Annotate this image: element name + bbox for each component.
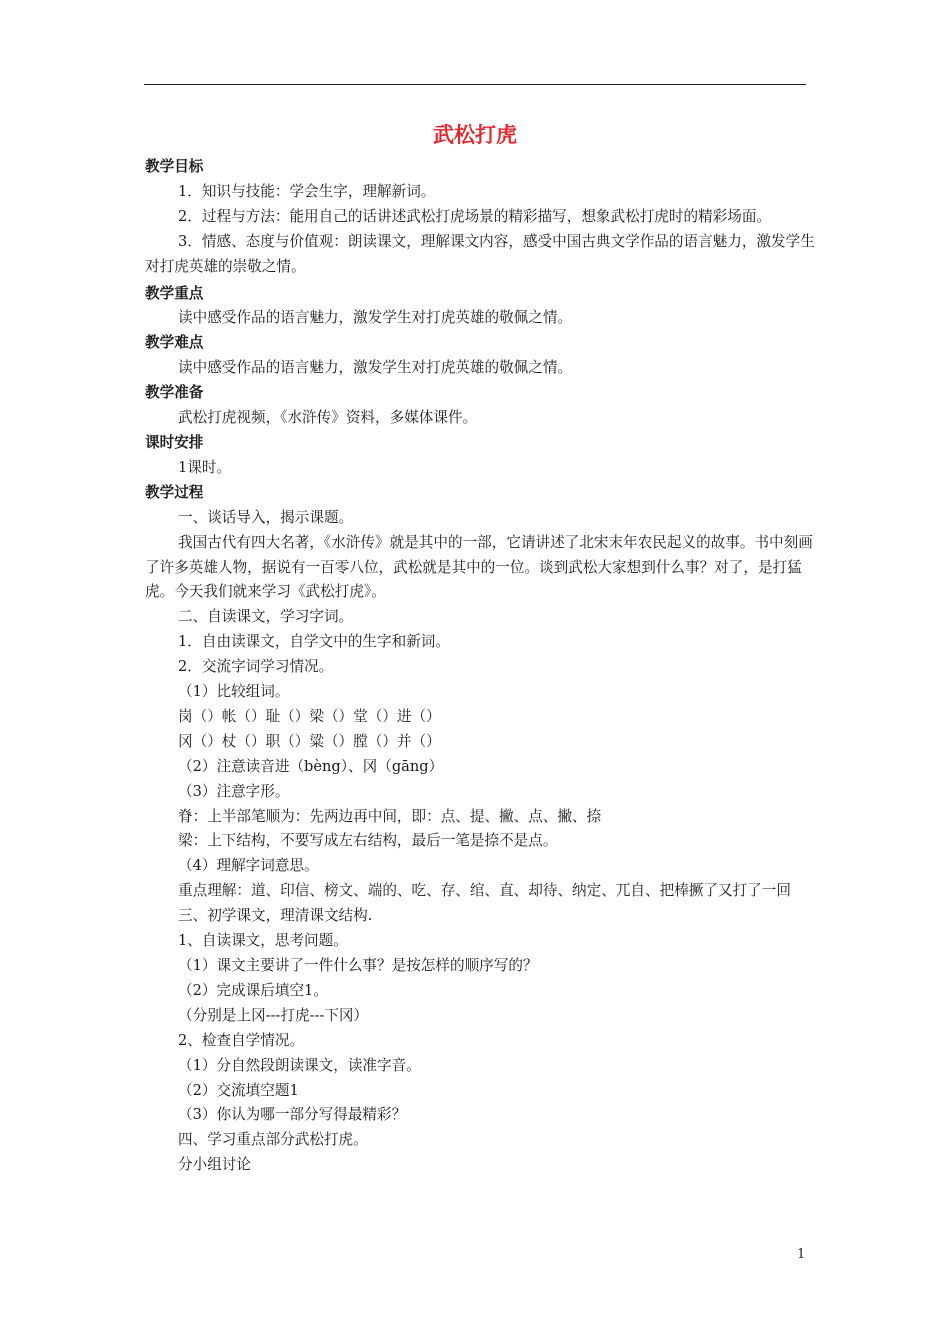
process-paragraph: 我国古代有四大名著，《水浒传》就是其中的一部，它请讲述了北宋末年农民起义的故事。书中刻画了许多英雄人物，据说有一百零八位，武松就是其中的一位。谈到武松大家想到什么事？对了，是打猛虎。今天我们就来学习《武松打虎》。 (145, 533, 813, 601)
header-rule (144, 84, 806, 85)
heading-goals: 教学目标 (145, 158, 204, 175)
process-line: 2、检查自学情况。 (178, 1031, 305, 1049)
process-line: （1）课文主要讲了一件什么事？是按怎样的顺序写的？ (178, 957, 538, 974)
process-line: 1、自读课文，思考问题。 (178, 932, 348, 950)
process-line: 2．交流字词学习情况。 (178, 658, 334, 676)
process-line: 脊：上半部笔顺为：先两边再中间，即：点、提、撇、点、撇、捺 (178, 807, 602, 825)
process-line: （2）交流填空题1 (178, 1081, 299, 1099)
process-line: （3）注意字形。 (178, 782, 290, 800)
process-line: （3）你认为哪一部分写得最精彩？ (178, 1106, 407, 1124)
process-line: 重点理解：道、印信、榜文、端的、吃、存、绾、直、却待、纳定、兀自、把棒撅了又打了一回 (178, 882, 791, 900)
process-line: （1）分自然段朗读课文，读准字音。 (178, 1056, 421, 1074)
schedule-text: 1课时。 (178, 458, 232, 476)
heading-process: 教学过程 (145, 483, 204, 501)
process-line: （4）理解字词意思。 (178, 857, 319, 875)
goal-item: 2．过程与方法：能用自己的话讲述武松打虎场景的精彩描写，想象武松打虎时的精彩场面。 (178, 207, 772, 225)
process-line: （2）注意读音进（bèng）、冈（gāng） (178, 757, 444, 775)
process-line: 三、初学课文，理清课文结构. (178, 907, 373, 925)
difficulty-text: 读中感受作品的语言魅力，激发学生对打虎英雄的敬佩之情。 (178, 359, 573, 377)
heading-focus: 教学重点 (145, 284, 204, 302)
process-line: 梁：上下结构，不要写成左右结构，最后一笔是捺不是点。 (178, 832, 558, 850)
process-line: 1．自由读课文，自学文中的生字和新词。 (178, 633, 450, 651)
goal-item: 1．知识与技能：学会生字，理解新词。 (178, 182, 436, 200)
preparation-text: 武松打虎视频，《水浒传》资料，多媒体课件。 (178, 409, 478, 427)
heading-preparation: 教学准备 (145, 384, 204, 402)
process-line: （分别是上冈---打虎---下冈） (178, 1006, 369, 1024)
heading-schedule: 课时安排 (145, 433, 204, 451)
process-line: 分小组讨论 (178, 1156, 251, 1174)
process-line: （1）比较组词。 (178, 683, 290, 701)
process-line: （2）完成课后填空1。 (178, 981, 328, 999)
process-line: 岗（）帐（）耻（）梁（）堂（）进（） (178, 707, 441, 725)
process-line: 一、谈话导入，揭示课题。 (178, 508, 354, 526)
page-number: 1 (797, 1247, 806, 1262)
process-line: 四、学习重点部分武松打虎。 (178, 1131, 368, 1149)
document-title: 武松打虎 (433, 123, 517, 147)
document-body (145, 155, 817, 1178)
process-line: 二、自读课文，学习字词。 (178, 608, 354, 626)
process-line: 冈（）杖（）职（）粱（）膛（）并（） (178, 732, 441, 750)
focus-text: 读中感受作品的语言魅力，激发学生对打虎英雄的敬佩之情。 (178, 309, 573, 327)
goal-item: 3．情感、态度与价值观：朗读课文，理解课文内容，感受中国古典文学作品的语言魅力，激发学生对打虎英雄的崇敬之情。 (145, 232, 815, 275)
heading-difficulty: 教学难点 (145, 334, 204, 352)
